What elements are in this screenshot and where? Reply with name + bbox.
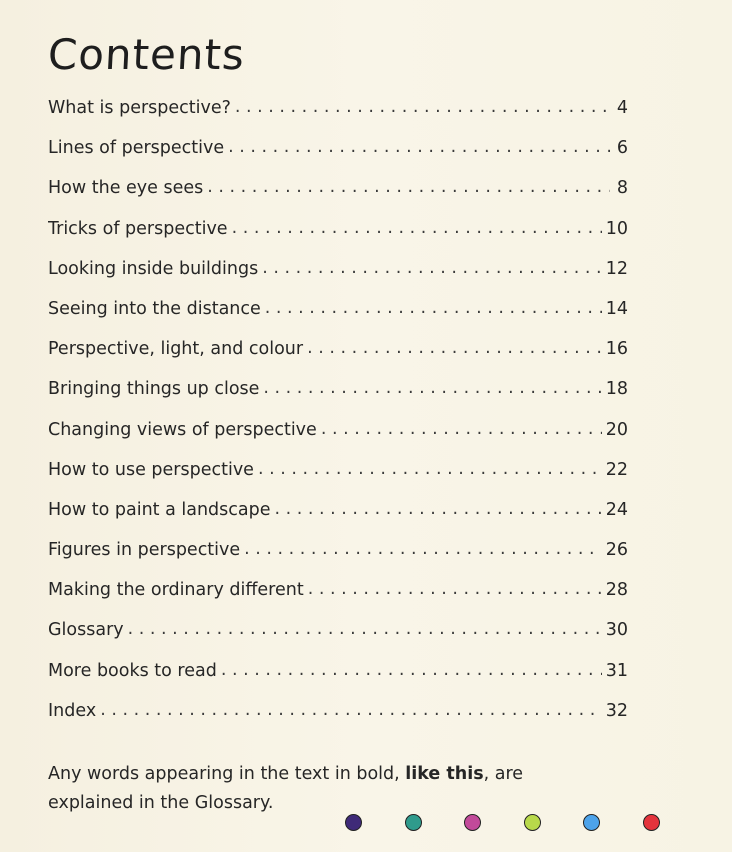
toc-leader-dots	[258, 460, 602, 479]
toc-entry	[48, 299, 628, 339]
toc-entry-label: Changing views of perspective	[48, 419, 317, 440]
toc-entry-label: Glossary	[48, 620, 124, 641]
toc-leader-dots	[265, 299, 602, 318]
toc-entry	[48, 580, 628, 620]
toc-entry-page-number: 14	[605, 298, 628, 319]
table-of-contents	[48, 98, 628, 741]
toc-entry-page-number: 20	[605, 419, 628, 440]
toc-entry-label: Tricks of perspective	[48, 218, 228, 239]
page-title: Contents	[46, 30, 247, 79]
toc-entry	[48, 420, 628, 460]
toc-leader-dots	[100, 701, 602, 720]
toc-entry	[48, 540, 628, 580]
toc-entry-page-number: 6	[616, 138, 628, 159]
magenta-dot	[464, 814, 481, 831]
toc-entry-page-number: 8	[616, 178, 628, 199]
toc-entry-page-number: 18	[605, 379, 628, 400]
note-bold-example: like this	[405, 764, 484, 784]
toc-entry-label: More books to read	[48, 660, 217, 681]
toc-leader-dots	[307, 339, 602, 358]
toc-entry	[48, 620, 628, 660]
toc-leader-dots	[263, 379, 601, 398]
toc-entry-label: What is perspective?	[48, 98, 231, 118]
toc-entry-label: Bringing things up close	[48, 379, 260, 400]
toc-entry-label: Lines of perspective	[48, 138, 225, 159]
toc-entry-page-number: 10	[605, 218, 628, 239]
lime-dot	[524, 814, 541, 831]
toc-entry-label: How the eye sees	[48, 178, 204, 199]
glossary-note	[48, 760, 568, 818]
toc-entry-label: Perspective, light, and colour	[48, 339, 304, 360]
blue-dot	[583, 814, 600, 831]
teal-dot	[405, 814, 422, 831]
toc-entry-label: Making the ordinary different	[48, 580, 304, 601]
toc-leader-dots	[207, 178, 610, 197]
toc-entry-page-number: 32	[605, 700, 628, 721]
toc-entry-label: Index	[48, 700, 97, 721]
toc-entry-page-number: 26	[605, 540, 628, 561]
toc-leader-dots	[235, 98, 610, 117]
toc-entry-page-number: 12	[605, 258, 628, 279]
toc-entry-page-number: 22	[605, 459, 628, 480]
toc-entry-label: Looking inside buildings	[48, 258, 259, 279]
toc-entry-page-number: 28	[605, 580, 628, 601]
note-text-before: Any words appearing in the text in bold,	[48, 764, 406, 784]
note-text-after: , are explained in the Glossary.	[48, 764, 524, 813]
toc-entry	[48, 379, 628, 419]
toc-entry-label: Seeing into the distance	[48, 298, 261, 319]
toc-leader-dots	[244, 540, 602, 559]
toc-entry	[48, 98, 628, 138]
toc-entry-page-number: 31	[605, 660, 628, 681]
toc-entry	[48, 701, 628, 741]
toc-entry-page-number: 4	[616, 98, 628, 118]
toc-entry	[48, 259, 628, 299]
toc-entry	[48, 138, 628, 178]
toc-leader-dots	[275, 500, 602, 519]
purple-dot	[345, 814, 362, 831]
toc-leader-dots	[308, 580, 602, 599]
toc-entry-page-number: 24	[605, 499, 628, 520]
toc-leader-dots	[221, 661, 602, 680]
toc-entry	[48, 500, 628, 540]
toc-entry-label: Figures in perspective	[48, 540, 241, 561]
toc-leader-dots	[262, 259, 602, 278]
toc-entry-page-number: 16	[605, 339, 628, 360]
toc-leader-dots	[321, 420, 602, 439]
toc-entry	[48, 661, 628, 701]
toc-entry-page-number: 30	[605, 620, 628, 641]
toc-entry	[48, 219, 628, 259]
toc-entry	[48, 460, 628, 500]
toc-entry	[48, 339, 628, 379]
toc-entry-label: How to use perspective	[48, 459, 254, 480]
toc-leader-dots	[228, 138, 610, 157]
toc-leader-dots	[128, 620, 602, 639]
toc-entry-label: How to paint a landscape	[48, 499, 271, 520]
red-dot	[643, 814, 660, 831]
color-dots-row	[345, 814, 665, 834]
toc-entry	[48, 178, 628, 218]
toc-leader-dots	[232, 219, 602, 238]
